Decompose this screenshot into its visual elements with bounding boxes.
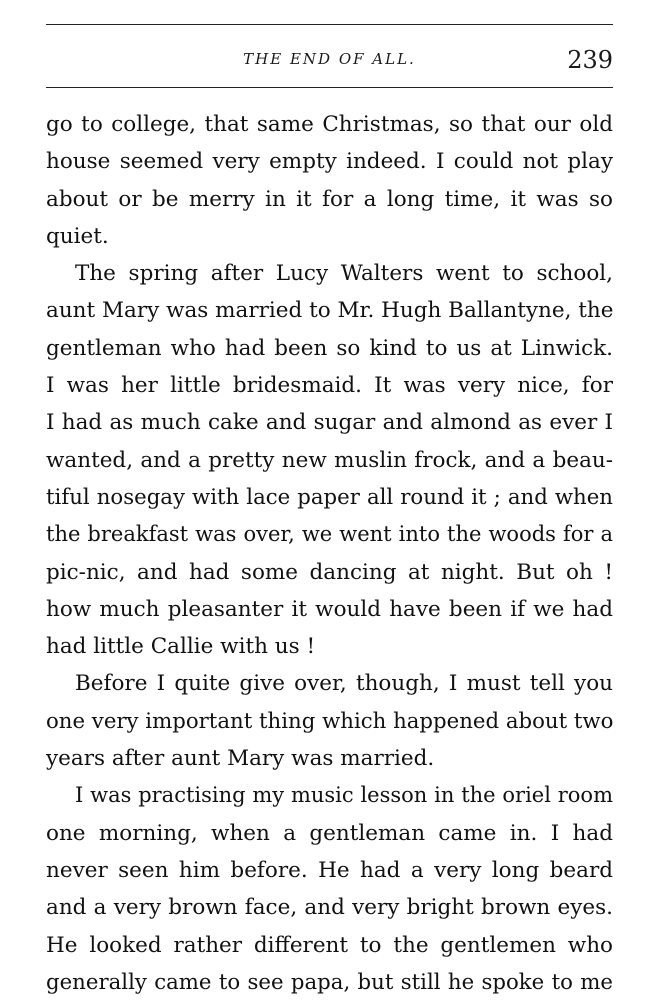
text-line: how much pleasanter it would have been if we had xyxy=(46,596,613,622)
text-line: generally came to see papa, but still he spoke to me xyxy=(46,969,613,995)
header-rule-bottom xyxy=(46,87,613,88)
page-number: 239 xyxy=(567,46,613,74)
text-line: had little Callie with us ! xyxy=(46,634,316,660)
text-line: the breakfast was over, we went into the woods for a xyxy=(46,522,613,547)
text-line: gentleman who had been so kind to us at Linwick. xyxy=(46,335,613,361)
text-line: go to college, that same Christmas, so that our old xyxy=(46,112,613,137)
paragraph-first-line: The spring after Lucy Walters went to school, xyxy=(75,261,613,287)
running-header xyxy=(46,42,613,76)
text-line: He looked rather different to the gentlemen who xyxy=(46,932,613,958)
text-line: I was her little bridesmaid. It was very nice, for xyxy=(46,373,613,399)
text-line: aunt Mary was married to Mr. Hugh Ballantyne, the xyxy=(46,298,614,324)
text-line: years after aunt Mary was married. xyxy=(46,746,435,772)
text-line: I had as much cake and sugar and almond as ever I xyxy=(46,410,613,436)
header-rule-top xyxy=(46,24,613,25)
text-line: wanted, and a pretty new muslin frock, and a beau- xyxy=(46,447,613,473)
text-line: pic-nic, and had some dancing at night. But oh ! xyxy=(46,559,613,585)
text-line: house seemed very empty indeed. I could not play xyxy=(46,149,613,175)
paragraph-first-line: I was practising my music lesson in the oriel room xyxy=(75,783,613,808)
text-line: and a very brown face, and very bright brown eyes. xyxy=(46,895,613,921)
text-line: one morning, when a gentleman came in. I had xyxy=(46,820,613,846)
paragraph-first-line: Before I quite give over, though, I must tell you xyxy=(75,671,613,697)
running-title: THE END OF ALL. xyxy=(243,50,416,68)
text-line: never seen him before. He had a very long beard xyxy=(46,857,613,883)
text-line: tiful nosegay with lace paper all round it ; and when xyxy=(46,484,613,510)
body-text xyxy=(46,106,613,1001)
text-line: about or be merry in it for a long time, it was so xyxy=(46,186,613,212)
text-line: quiet. xyxy=(46,223,109,249)
text-line: one very important thing which happened about two xyxy=(46,708,614,734)
